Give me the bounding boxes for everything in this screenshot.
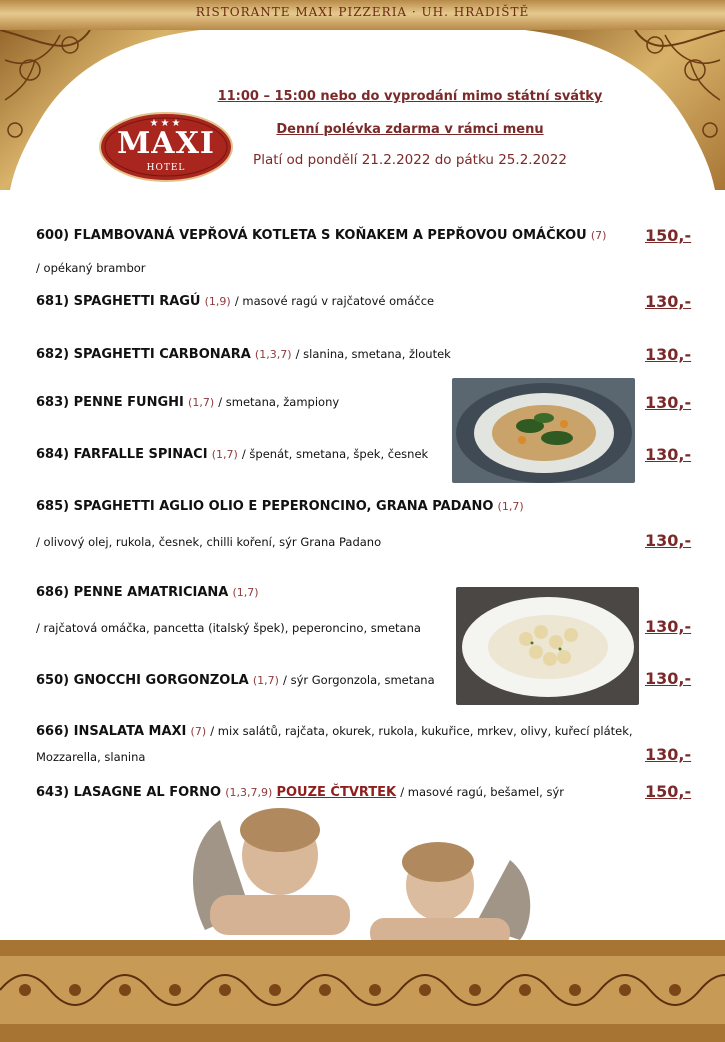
item-allergens: (1,7) <box>188 396 215 409</box>
item-name: 666) INSALATA MAXI <box>36 724 187 739</box>
thursday-only-note: POUZE ČTVRTEK <box>276 785 397 800</box>
item-allergens: (1,7) <box>252 674 279 687</box>
menu-item-684 <box>36 447 428 462</box>
menu-item-600-desc: / opékaný brambor <box>36 261 146 275</box>
item-name: 643) LASAGNE AL FORNO <box>36 785 222 800</box>
item-name: 684) FARFALLE SPINACI <box>36 447 208 462</box>
menu-item-666 <box>36 724 633 739</box>
menu-item-666-desc-2: Mozzarella, slanina <box>36 750 146 764</box>
menu-item-686-desc: / rajčatová omáčka, pancetta (italský špek), peperoncino, smetana <box>36 621 421 635</box>
menu-item-685-desc: / olivový olej, rukola, česnek, chilli koření, sýr Grana Padano <box>36 535 382 549</box>
menu-item-643-price: 150,- <box>645 782 692 801</box>
menu-item-682-price: 130,- <box>645 345 692 364</box>
item-name: 682) SPAGHETTI CARBONARA <box>36 347 251 362</box>
item-desc: / sýr Gorgonzola, smetana <box>283 673 435 687</box>
item-desc: / masové ragú v rajčatové omáčce <box>234 294 435 308</box>
item-allergens: (1,3,7,9) <box>225 786 273 799</box>
menu-item-685-price: 130,- <box>645 531 692 550</box>
item-allergens: (1,7) <box>232 586 259 599</box>
menu-item-600-title <box>36 228 606 243</box>
item-name: 681) SPAGHETTI RAGÚ <box>36 294 201 309</box>
item-allergens: (1,7) <box>497 500 524 513</box>
menu-item-682 <box>36 347 451 362</box>
menu-item-650 <box>36 673 435 688</box>
item-allergens: (1,7) <box>211 448 238 461</box>
menu-item-685-title <box>36 499 524 514</box>
soup-note: Denní polévka zdarma v rámci menu <box>276 122 544 137</box>
menu-item-683-price: 130,- <box>645 393 692 412</box>
maxi-hotel-logo: ★★★ MAXI HOTEL <box>99 112 233 182</box>
item-name: 686) PENNE AMATRICIANA <box>36 585 229 600</box>
item-allergens: (1,9) <box>204 295 231 308</box>
menu-item-600-price: 150,- <box>645 226 692 245</box>
item-desc: / smetana, žampiony <box>218 395 340 409</box>
item-desc: / slanina, smetana, žloutek <box>295 347 451 361</box>
farfalle-dish-photo <box>452 378 635 483</box>
item-name: 683) PENNE FUNGHI <box>36 395 184 410</box>
item-desc: / špenát, smetana, špek, česnek <box>241 447 429 461</box>
menu-item-686-price: 130,- <box>645 617 692 636</box>
item-allergens: (7) <box>190 725 207 738</box>
item-desc: / mix salátů, rajčata, okurek, rukola, kukuřice, mrkev, olivy, kuřecí plátek, <box>210 724 633 738</box>
restaurant-banner: RISTORANTE MAXI PIZZERIA · UH. HRADIŠTĚ <box>195 5 530 19</box>
item-desc: / masové ragú, bešamel, sýr <box>400 785 565 799</box>
decorative-frieze <box>0 940 725 1042</box>
menu-item-643 <box>36 785 564 800</box>
item-allergens: (1,3,7) <box>254 348 292 361</box>
item-name: 600) FLAMBOVANÁ VEPŘOVÁ KOTLETA S KOŇAKEM A PEPŘOVOU OMÁČKOU <box>36 228 587 243</box>
validity-period: Platí od pondělí 21.2.2022 do pátku 25.2.2022 <box>253 152 567 168</box>
menu-item-681 <box>36 294 434 309</box>
menu-item-686-title <box>36 585 259 600</box>
item-name: 685) SPAGHETTI AGLIO OLIO E PEPERONCINO, GRANA PADANO <box>36 499 494 514</box>
gnocchi-dish-photo <box>456 587 639 705</box>
serving-hours: 11:00 – 15:00 nebo do vyprodání mimo státní svátky <box>217 89 603 104</box>
menu-item-681-price: 130,- <box>645 292 692 311</box>
item-name: 650) GNOCCHI GORGONZOLA <box>36 673 249 688</box>
menu-item-650-price: 130,- <box>645 669 692 688</box>
menu-item-684-price: 130,- <box>645 445 692 464</box>
cherubs-illustration <box>180 800 540 950</box>
menu-item-683 <box>36 395 339 410</box>
menu-item-666-price: 130,- <box>645 745 692 764</box>
item-allergens: (7) <box>590 229 607 242</box>
